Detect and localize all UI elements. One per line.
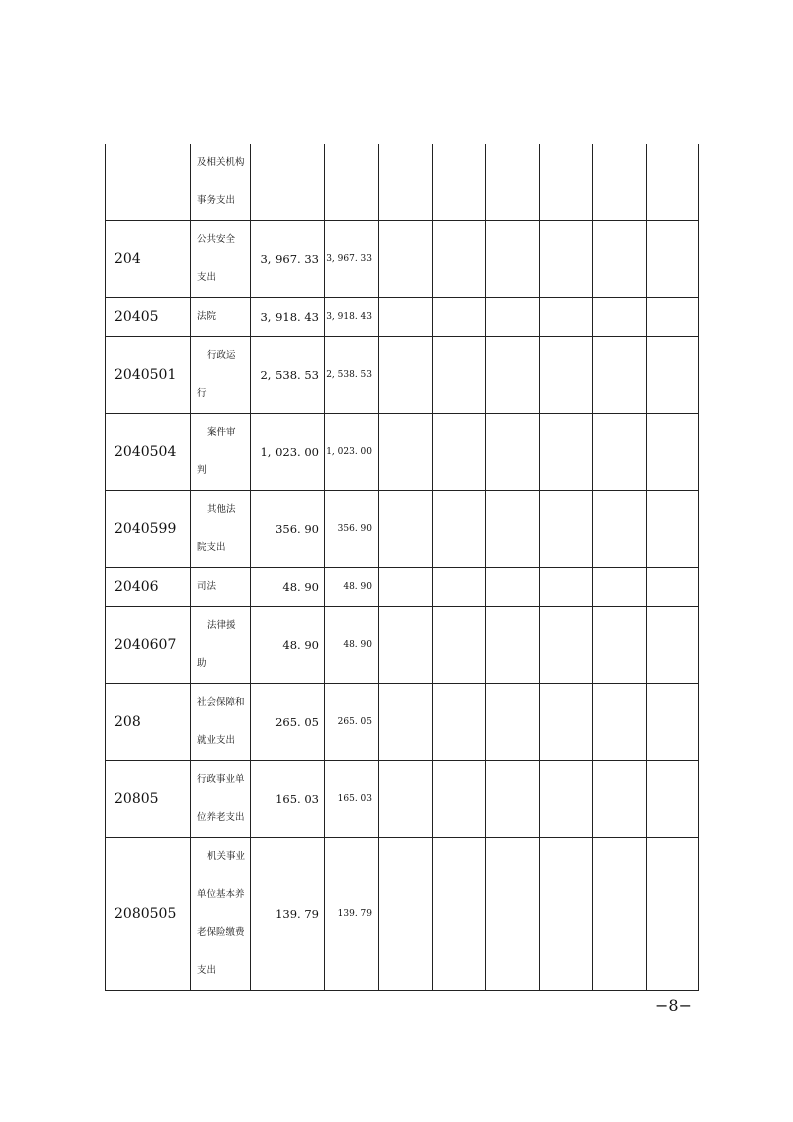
row-code: 2040607 — [106, 607, 191, 684]
empty-cell — [540, 337, 593, 414]
empty-cell — [540, 414, 593, 491]
table-row — [106, 838, 699, 991]
empty-cell — [540, 607, 593, 684]
row-amount-general: 356. 90 — [325, 491, 379, 568]
empty-cell — [433, 414, 486, 491]
empty-cell — [486, 144, 540, 221]
empty-cell — [540, 838, 593, 991]
row-name-line: 院支出 — [197, 542, 226, 553]
row-amount-total: 165. 03 — [251, 761, 325, 838]
empty-cell — [486, 298, 540, 337]
row-name — [191, 337, 251, 414]
row-name-line: 行政运 — [207, 350, 236, 361]
empty-cell — [379, 568, 433, 607]
empty-cell — [433, 337, 486, 414]
empty-cell — [379, 491, 433, 568]
row-amount-total: 3, 918. 43 — [251, 298, 325, 337]
empty-cell — [647, 761, 699, 838]
empty-cell — [486, 491, 540, 568]
table-row — [106, 568, 699, 607]
table-row — [106, 298, 699, 337]
empty-cell — [647, 838, 699, 991]
row-name — [191, 761, 251, 838]
empty-cell — [540, 221, 593, 298]
empty-cell — [593, 491, 647, 568]
empty-cell — [647, 298, 699, 337]
row-name-line: 行 — [197, 388, 207, 399]
row-name-line: 就业支出 — [197, 735, 236, 746]
row-name-line: 行政事业单 — [197, 774, 245, 785]
row-code: 2040501 — [106, 337, 191, 414]
empty-cell — [433, 298, 486, 337]
row-name-line: 老保险缴费 — [197, 927, 245, 938]
row-name-line: 法院 — [197, 311, 217, 322]
empty-cell — [593, 607, 647, 684]
row-code — [106, 144, 191, 221]
row-amount-total: 265. 05 — [251, 684, 325, 761]
row-name — [191, 491, 251, 568]
row-name-line: 判 — [197, 465, 207, 476]
empty-cell — [379, 144, 433, 221]
empty-cell — [379, 414, 433, 491]
table-body — [106, 144, 699, 991]
row-code: 204 — [106, 221, 191, 298]
row-code: 20405 — [106, 298, 191, 337]
row-code: 2040504 — [106, 414, 191, 491]
empty-cell — [647, 337, 699, 414]
empty-cell — [379, 684, 433, 761]
row-name — [191, 684, 251, 761]
empty-cell — [593, 568, 647, 607]
row-amount-general: 265. 05 — [325, 684, 379, 761]
row-name-line: 支出 — [197, 965, 217, 976]
empty-cell — [647, 684, 699, 761]
row-code: 2080505 — [106, 838, 191, 991]
row-amount-general: 3, 967. 33 — [325, 221, 379, 298]
row-code: 208 — [106, 684, 191, 761]
table-row — [106, 144, 699, 221]
empty-cell — [593, 221, 647, 298]
empty-cell — [540, 298, 593, 337]
empty-cell — [540, 491, 593, 568]
empty-cell — [593, 761, 647, 838]
row-amount-general: 3, 918. 43 — [325, 298, 379, 337]
empty-cell — [486, 838, 540, 991]
empty-cell — [433, 144, 486, 221]
row-name-line: 及相关机构 — [197, 157, 245, 168]
row-amount-total: 48. 90 — [251, 568, 325, 607]
row-amount-total: 3, 967. 33 — [251, 221, 325, 298]
empty-cell — [379, 221, 433, 298]
row-code: 20406 — [106, 568, 191, 607]
empty-cell — [540, 144, 593, 221]
empty-cell — [593, 337, 647, 414]
row-amount-total — [251, 144, 325, 221]
empty-cell — [433, 761, 486, 838]
empty-cell — [647, 221, 699, 298]
row-name — [191, 607, 251, 684]
table-row — [106, 221, 699, 298]
row-amount-total: 2, 538. 53 — [251, 337, 325, 414]
row-name-line: 司法 — [197, 581, 217, 592]
empty-cell — [647, 491, 699, 568]
row-amount-general: 48. 90 — [325, 607, 379, 684]
empty-cell — [379, 298, 433, 337]
empty-cell — [540, 684, 593, 761]
empty-cell — [433, 607, 486, 684]
row-amount-general: 2, 538. 53 — [325, 337, 379, 414]
row-name — [191, 568, 251, 607]
table-row — [106, 684, 699, 761]
empty-cell — [379, 838, 433, 991]
empty-cell — [486, 221, 540, 298]
empty-cell — [647, 144, 699, 221]
row-code: 2040599 — [106, 491, 191, 568]
empty-cell — [540, 568, 593, 607]
empty-cell — [540, 761, 593, 838]
table-row — [106, 337, 699, 414]
empty-cell — [486, 607, 540, 684]
row-name-line: 案件审 — [207, 427, 236, 438]
row-name-line: 其他法 — [207, 504, 236, 515]
page-number: −8− — [655, 996, 692, 1015]
table-row — [106, 491, 699, 568]
empty-cell — [486, 337, 540, 414]
empty-cell — [593, 414, 647, 491]
row-name-line: 助 — [197, 658, 207, 669]
row-name — [191, 298, 251, 337]
empty-cell — [379, 337, 433, 414]
row-amount-total: 139. 79 — [251, 838, 325, 991]
row-name-line: 公共安全 — [197, 234, 236, 245]
row-amount-general: 1, 023. 00 — [325, 414, 379, 491]
table-row — [106, 607, 699, 684]
table-row — [106, 761, 699, 838]
row-name-line: 社会保障和 — [197, 697, 245, 708]
empty-cell — [647, 607, 699, 684]
empty-cell — [433, 568, 486, 607]
row-name-line: 事务支出 — [197, 195, 236, 206]
row-amount-general — [325, 144, 379, 221]
row-name — [191, 221, 251, 298]
empty-cell — [593, 298, 647, 337]
empty-cell — [379, 607, 433, 684]
empty-cell — [379, 761, 433, 838]
row-name — [191, 144, 251, 221]
empty-cell — [486, 684, 540, 761]
row-name-line: 单位基本养 — [197, 889, 245, 900]
empty-cell — [433, 684, 486, 761]
table-row — [106, 414, 699, 491]
empty-cell — [433, 838, 486, 991]
row-amount-total: 356. 90 — [251, 491, 325, 568]
empty-cell — [593, 684, 647, 761]
empty-cell — [433, 221, 486, 298]
row-amount-general: 48. 90 — [325, 568, 379, 607]
row-name — [191, 838, 251, 991]
row-name — [191, 414, 251, 491]
empty-cell — [593, 838, 647, 991]
row-name-line: 位养老支出 — [197, 812, 245, 823]
row-code: 20805 — [106, 761, 191, 838]
empty-cell — [647, 568, 699, 607]
empty-cell — [433, 491, 486, 568]
row-amount-general: 139. 79 — [325, 838, 379, 991]
row-amount-total: 48. 90 — [251, 607, 325, 684]
empty-cell — [647, 414, 699, 491]
row-name-line: 支出 — [197, 272, 217, 283]
empty-cell — [486, 568, 540, 607]
row-name-line: 机关事业 — [207, 851, 246, 862]
empty-cell — [486, 761, 540, 838]
row-amount-general: 165. 03 — [325, 761, 379, 838]
budget-table — [105, 144, 699, 991]
empty-cell — [593, 144, 647, 221]
empty-cell — [486, 414, 540, 491]
row-amount-total: 1, 023. 00 — [251, 414, 325, 491]
row-name-line: 法律援 — [207, 620, 236, 631]
